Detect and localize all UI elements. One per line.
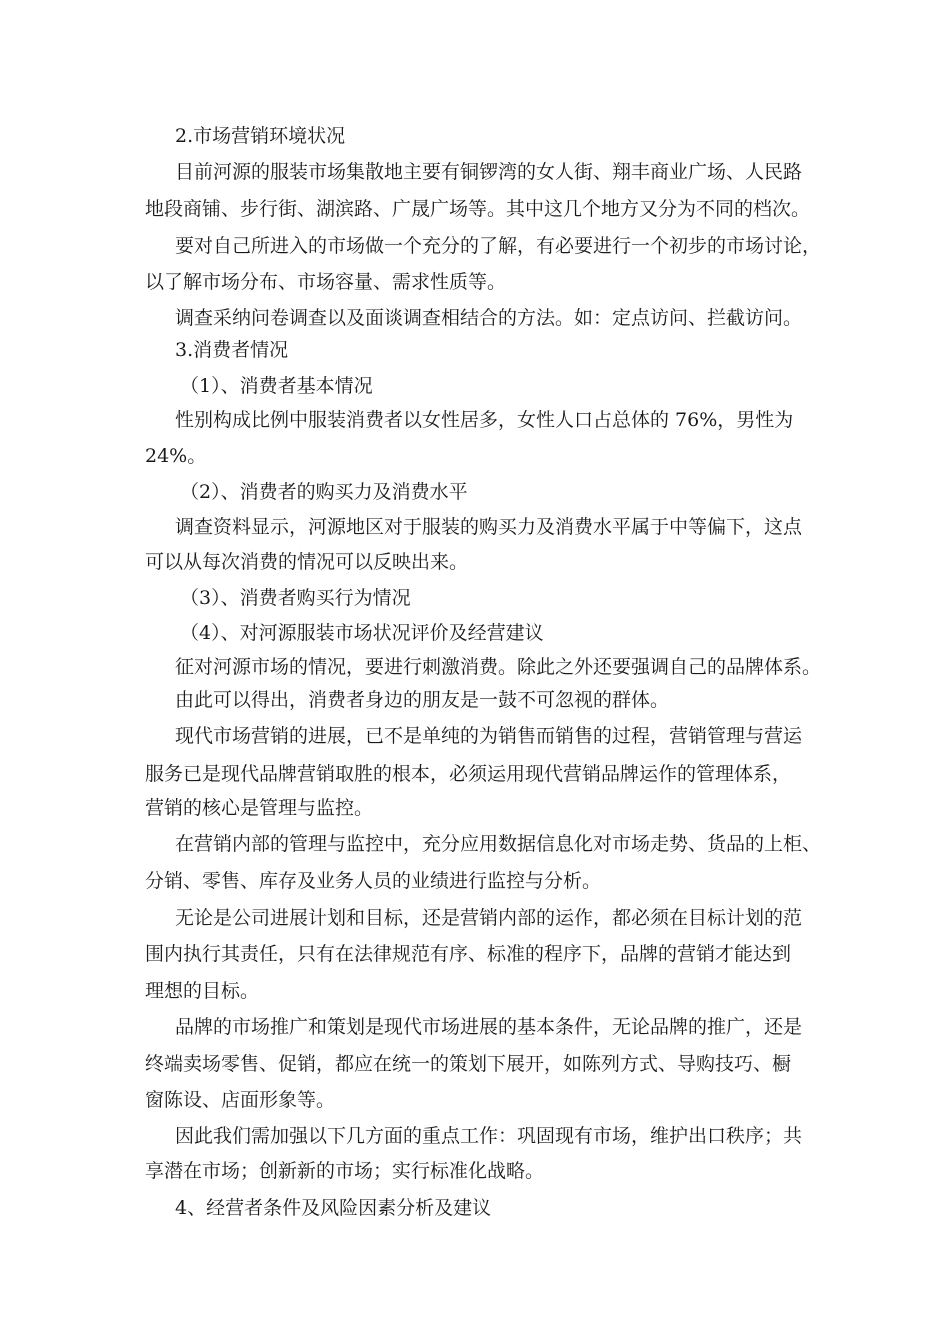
section-heading-2: 2.市场营销环境状况: [175, 125, 346, 147]
paragraph-line: 以了解市场分布、市场容量、需求性质等。: [145, 271, 507, 293]
paragraph-line: 营销的核心是管理与监控。: [145, 797, 374, 819]
paragraph-line: 由此可以得出，消费者身边的朋友是一鼓不可忽视的群体。: [175, 689, 670, 711]
paragraph-line: 理想的目标。: [145, 980, 260, 1002]
subheading-3: （3）、消费者购买行为情况: [180, 587, 411, 609]
paragraph-line: 因此我们需加强以下几方面的重点工作：巩固现有市场，维护出口秩序；共: [175, 1125, 803, 1147]
section-heading-3: 3.消费者情况: [175, 339, 289, 361]
paragraph-line: 在营销内部的管理与监控中，充分应用数据信息化对市场走势、货品的上柜、: [175, 833, 822, 855]
paragraph-line: 无论是公司进展计划和目标，还是营销内部的运作，都必须在目标计划的范: [175, 907, 803, 929]
paragraph-line: 现代市场营销的进展，已不是单纯的为销售而销售的过程，营销管理与营运: [175, 725, 803, 747]
paragraph-line: 品牌的市场推广和策划是现代市场进展的基本条件，无论品牌的推广，还是: [175, 1016, 803, 1038]
subheading-4: （4）、对河源服装市场状况评价及经营建议: [180, 622, 544, 644]
paragraph-line: 可以从每次消费的情况可以反映出来。: [145, 551, 469, 573]
paragraph-line: 地段商铺、步行街、湖滨路、广晟广场等。其中这几个地方又分为不同的档次。: [145, 198, 811, 220]
paragraph-line: 服务已是现代品牌营销取胜的根本，必须运用现代营销品牌运作的管理体系，: [145, 763, 792, 785]
paragraph-line: 享潜在市场；创新新的市场；实行标准化战略。: [145, 1160, 545, 1182]
paragraph-line: 调查采纳问卷调查以及面谈调查相结合的方法。如：定点访问、拦截访问。: [175, 307, 803, 329]
section-heading-4: 4、经营者条件及风险因素分析及建议: [175, 1197, 492, 1219]
paragraph-line: 24%。: [145, 445, 207, 467]
paragraph-line: 目前河源的服装市场集散地主要有铜锣湾的女人街、翔丰商业广场、人民路: [175, 161, 803, 183]
paragraph-line: 征对河源市场的情况，要进行刺激消费。除此之外还要强调自己的品牌体系。: [175, 656, 822, 678]
paragraph-line: 性别构成比例中服装消费者以女性居多，女性人口占总体的 76%，男性为: [175, 409, 794, 431]
paragraph-line: 围内执行其责任，只有在法律规范有序、标准的程序下，品牌的营销才能达到: [145, 943, 792, 965]
subheading-2: （2）、消费者的购买力及消费水平: [180, 481, 468, 503]
paragraph-line: 窗陈设、店面形象等。: [145, 1089, 336, 1111]
paragraph-line: 终端卖场零售、促销，都应在统一的策划下展开，如陈列方式、导购技巧、橱: [145, 1053, 792, 1075]
paragraph-line: 要对自己所进入的市场做一个充分的了解，有必要进行一个初步的市场讨论，: [175, 235, 822, 257]
subheading-1: （1）、消费者基本情况: [180, 375, 373, 397]
paragraph-line: 调查资料显示，河源地区对于服装的购买力及消费水平属于中等偏下，这点: [175, 516, 803, 538]
paragraph-line: 分销、零售、库存及业务人员的业绩进行监控与分析。: [145, 870, 602, 892]
